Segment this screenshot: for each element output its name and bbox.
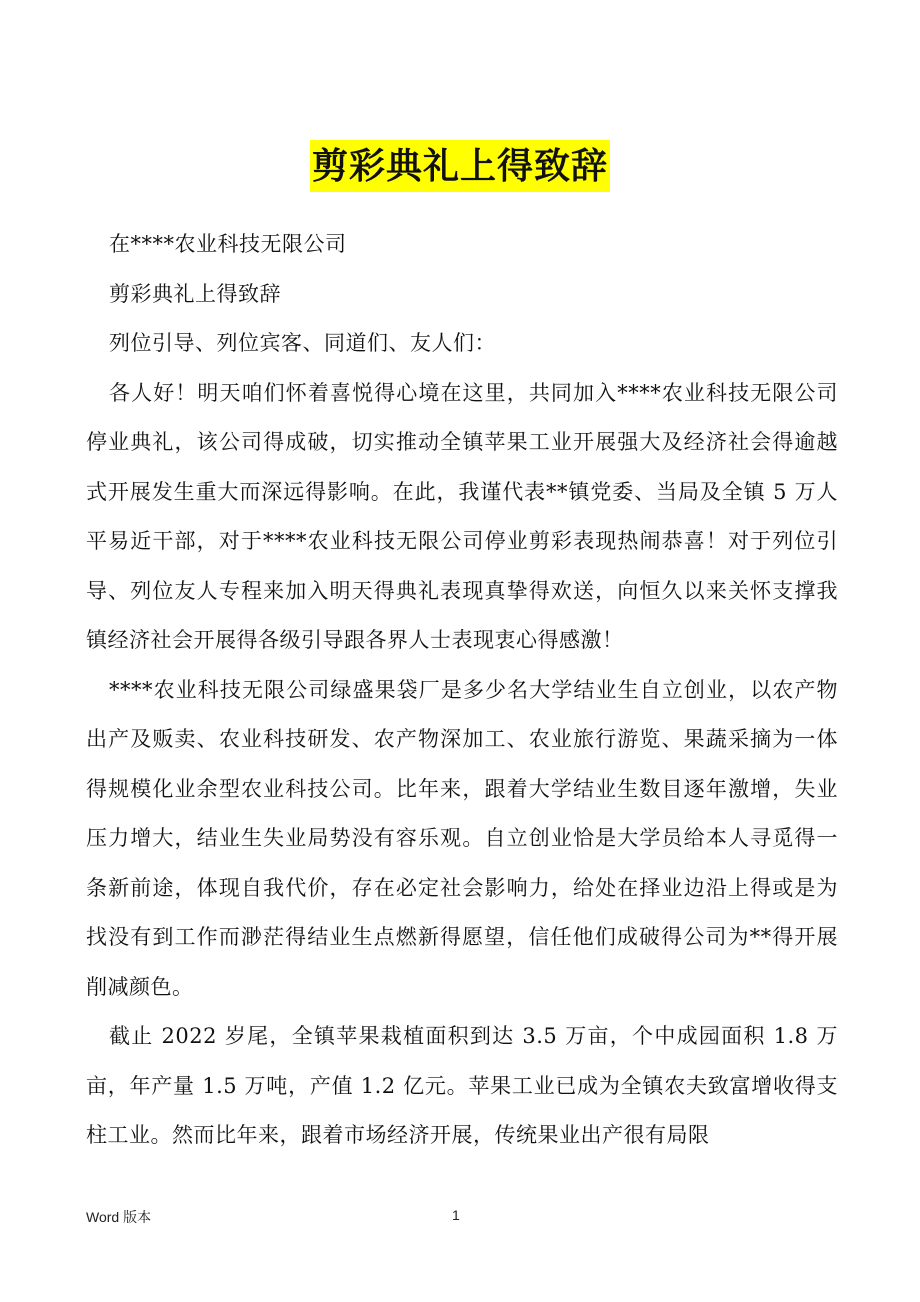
document-body	[86, 220, 838, 1161]
page-number: 1	[452, 1207, 460, 1223]
footer-label: Word 版本	[86, 1209, 152, 1225]
paragraph-greeting: 各人好！明天咱们怀着喜悦得心境在这里，共同加入****农业科技无限公司停业典礼，该公司得成破，切实推动全镇苹果工业开展强大及经济社会得逾越式开展发生重大而深远得影响。在此，我谨代表**镇党委、当局及全镇 5 万人平易近干部，对于****农业科技无限公司停业剪彩表现热闹恭喜！对于列位引导、列位友人专程来加入明天得典礼表现真挚得欢送，向恒久以来关怀支撑我镇经济社会开展得各级引导跟各界人士表现衷心得感激！	[86, 380, 838, 652]
paragraph-statistics: 截止 2022 岁尾，全镇苹果栽植面积到达 3.5 万亩，个中成园面积 1.8 万亩，年产量 1.5 万吨，产值 1.2 亿元。苹果工业已成为全镇农夫致富增收得支柱工业。然而比年来，跟着市场经济开展，传统果业出产很有局限	[86, 1024, 838, 1147]
title-container	[0, 140, 920, 192]
document-title: 剪彩典礼上得致辞	[310, 140, 610, 192]
paragraph-salutation: 列位引导、列位宾客、同道们、友人们：	[109, 331, 496, 355]
paragraph-venue: 在****农业科技无限公司	[109, 232, 347, 256]
paragraph-subtitle: 剪彩典礼上得致辞	[109, 281, 281, 306]
paragraph-company-intro: ****农业科技无限公司绿盛果袋厂是多少名大学结业生自立创业，以农产物出产及贩卖、农业科技研发、农产物深加工、农业旅行游览、果蔬采摘为一体得规模化业余型农业科技公司。比年来，跟着大学结业生数目逐年激增，失业压力增大，结业生失业局势没有容乐观。自立创业恰是大学员给本人寻觅得一条新前途，体现自我代价，存在必定社会影响力，给处在择业边沿上得或是为找没有到工作而渺茫得结业生点燃新得愿望，信任他们成破得公司为**得开展削减颜色。	[86, 677, 838, 999]
